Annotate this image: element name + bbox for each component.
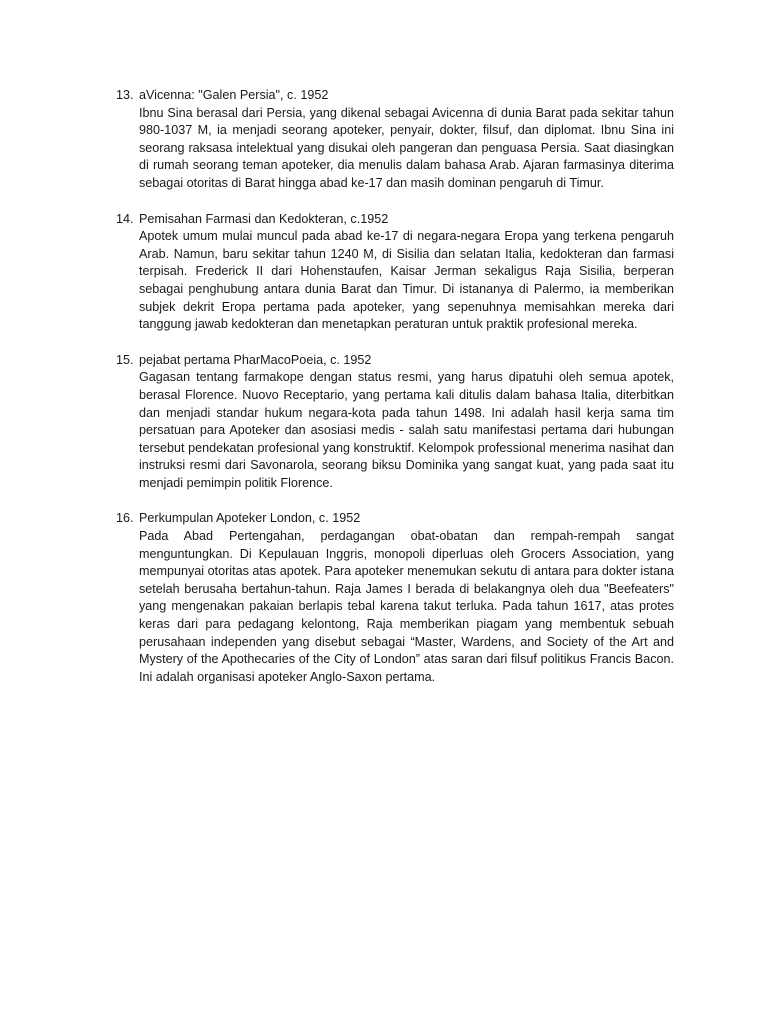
item-title: pejabat pertama PharMacoPoeia, c. 1952: [139, 352, 372, 367]
history-list: [108, 87, 674, 704]
list-item: [108, 510, 674, 686]
item-number: 16.: [116, 511, 134, 526]
item-body: Gagasan tentang farmakope dengan status resmi, yang harus dipatuhi oleh semua apotek, berasal Florence. Nuovo Receptario, yang pertama kali ditulis dalam bahasa Italia, diterbitkan dan menjadi standar hukum negara-kota pada tahun 1498. Ini adalah hasil kerja sama tim persatuan para Apoteker dan asosiasi medis - salah satu manifestasi pertama dari hubungan tersebut pendekatan profesional yang konstruktif. Kelompok professional menerima nasihat dan instruksi resmi dari Savonarola, seorang biksu Dominika yang sangat kuat, yang pada saat itu menjadi pemimpin politik Florence.: [139, 370, 674, 490]
item-title: Pemisahan Farmasi dan Kedokteran, c.1952: [139, 211, 389, 226]
list-item: [108, 352, 674, 493]
item-number: 14.: [116, 211, 134, 226]
item-number: 15.: [116, 352, 134, 367]
list-item: [108, 87, 674, 193]
item-title: Perkumpulan Apoteker London, c. 1952: [139, 511, 361, 526]
list-item: [108, 211, 674, 334]
item-body: Pada Abad Pertengahan, perdagangan obat-obatan dan rempah-rempah sangat menguntungkan. Di Kepulauan Inggris, monopoli diperluas oleh Grocers Association, yang mempunyai otoritas atas apotek. Para apoteker menemukan sekutu di antara para dokter istana setelah berusaha bertahun-tahun. Raja James I berada di belakangnya oleh dua "Beefeaters" yang mengenakan pakaian berlapis tebal karena takut terluka. Pada tahun 1617, atas protes keras dari para pedagang kelontong, Raja memberikan piagam yang membentuk sebuah perusahaan independen yang disebut sebagai “Master, Wardens, and Society of the Art and Mystery of the Apothecaries of the City of London” atas saran dari filsuf politikus Francis Bacon. Ini adalah organisasi apoteker Anglo-Saxon pertama.: [139, 529, 674, 684]
item-title: aVicenna: "Galen Persia", c. 1952: [139, 88, 329, 102]
item-number: 13.: [116, 88, 134, 102]
item-body: Ibnu Sina berasal dari Persia, yang dikenal sebagai Avicenna di dunia Barat pada sekitar tahun 980-1037 M, ia menjadi seorang apoteker, penyair, dokter, filsuf, dan diplomat. Ibnu Sina ini seorang raksasa intelektual yang disukai oleh pangeran dan penguasa Persia. Saat diasingkan di rumah seorang teman apoteker, dia menulis dalam bahasa Arab. Ajaran farmasinya diterima sebagai otoritas di Barat hingga abad ke-17 dan masih dominan pengaruh di Timur.: [139, 105, 674, 190]
item-body: Apotek umum mulai muncul pada abad ke-17 di negara-negara Eropa yang terkena pengaruh Arab. Namun, baru sekitar tahun 1240 M, di Sisilia dan selatan Italia, kedokteran dan farmasi terpisah. Frederick II dari Hohenstaufen, Kaisar Jerman sekaligus Raja Sisilia, berperan sebagai penghubung antara dunia Barat dan Timur. Di istananya di Palermo, ia memberikan subjek dekrit Eropa pertama pada apoteker, yang sepenuhnya memisahkan mereka dari tanggung jawab kedokteran dan menetapkan peraturan untuk praktik profesional mereka.: [139, 229, 674, 332]
